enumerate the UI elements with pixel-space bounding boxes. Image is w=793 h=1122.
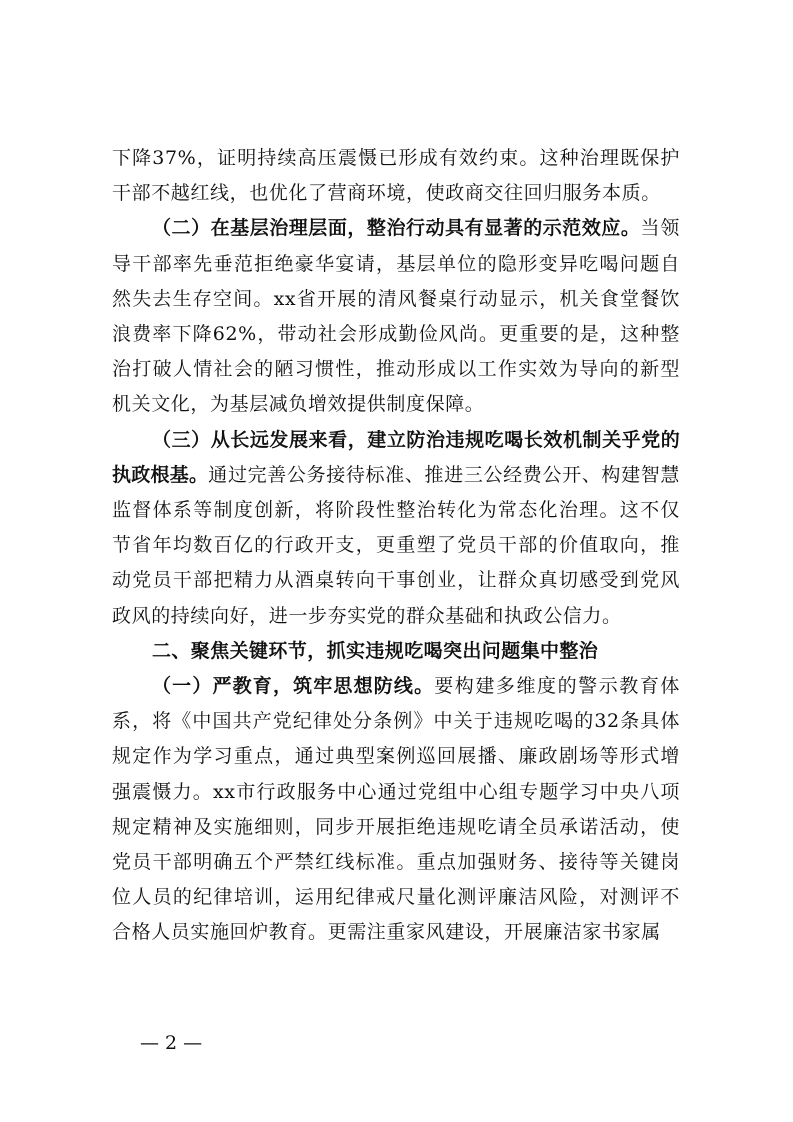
paragraph-grassroots-governance bbox=[112, 211, 680, 422]
paragraph-strict-education bbox=[112, 669, 680, 951]
paragraph-text: 通过完善公务接待标准、推进三公经费公开、构建智慧监督体系等制度创新，将阶段性整治转化为常态化治理。这不仅节省年均数百亿的行政开支，更重塑了党员干部的价值取向，推动党员干部把精力从酒桌转向干事创业，让群众真切感受到党风政风的持续向好，进一步夯实党的群众基础和执政公信力。 bbox=[112, 463, 680, 627]
paragraph-long-term-development bbox=[112, 423, 680, 634]
document-body bbox=[112, 141, 680, 951]
continuation-text: 下降37%，证明持续高压震慑已形成有效约束。这种治理既保护干部不越红线，也优化了营商环境，使政商交往回归服务本质。 bbox=[112, 147, 680, 205]
page-number: — 2 — bbox=[140, 1032, 203, 1054]
continuation-paragraph bbox=[112, 141, 680, 211]
paragraph-lead: （三）从长远发展来看，建立防治违规吃喝长效机制关乎党的执政根基。 bbox=[112, 428, 680, 486]
section-heading: 二、聚焦关键环节，抓实违规吃喝突出问题集中整治 bbox=[152, 639, 599, 662]
paragraph-lead: （一）严教育，筑牢思想防线。 bbox=[152, 675, 435, 698]
paragraph-lead: （二）在基层治理层面，整治行动具有显著的示范效应。 bbox=[152, 217, 641, 240]
paragraph-text: 当领导干部率先垂范拒绝豪华宴请，基层单位的隐形变异吃喝问题自然失去生存空间。xx省开展的清风餐桌行动显示，机关食堂餐饮浪费率下降62%，带动社会形成勤俭风尚。更重要的是，这种整治打破人情社会的陋习惯性，推动形成以工作实效为导向的新型机关文化，为基层减负增效提供制度保障。 bbox=[112, 217, 680, 416]
paragraph-text: 要构建多维度的警示教育体系，将《中国共产党纪律处分条例》中关于违规吃喝的32条具体规定作为学习重点，通过典型案例巡回展播、廉政剧场等形式增强震慑力。xx市行政服务中心通过党组中心组专题学习中央八项规定精神及实施细则，同步开展拒绝违规吃请全员承诺活动，使党员干部明确五个严禁红线标准。重点加强财务、接待等关键岗位人员的纪律培训，运用纪律戒尺量化测评廉洁风险，对测评不合格人员实施回炉教育。更需注重家风建设，开展廉洁家书家属 bbox=[112, 675, 680, 944]
